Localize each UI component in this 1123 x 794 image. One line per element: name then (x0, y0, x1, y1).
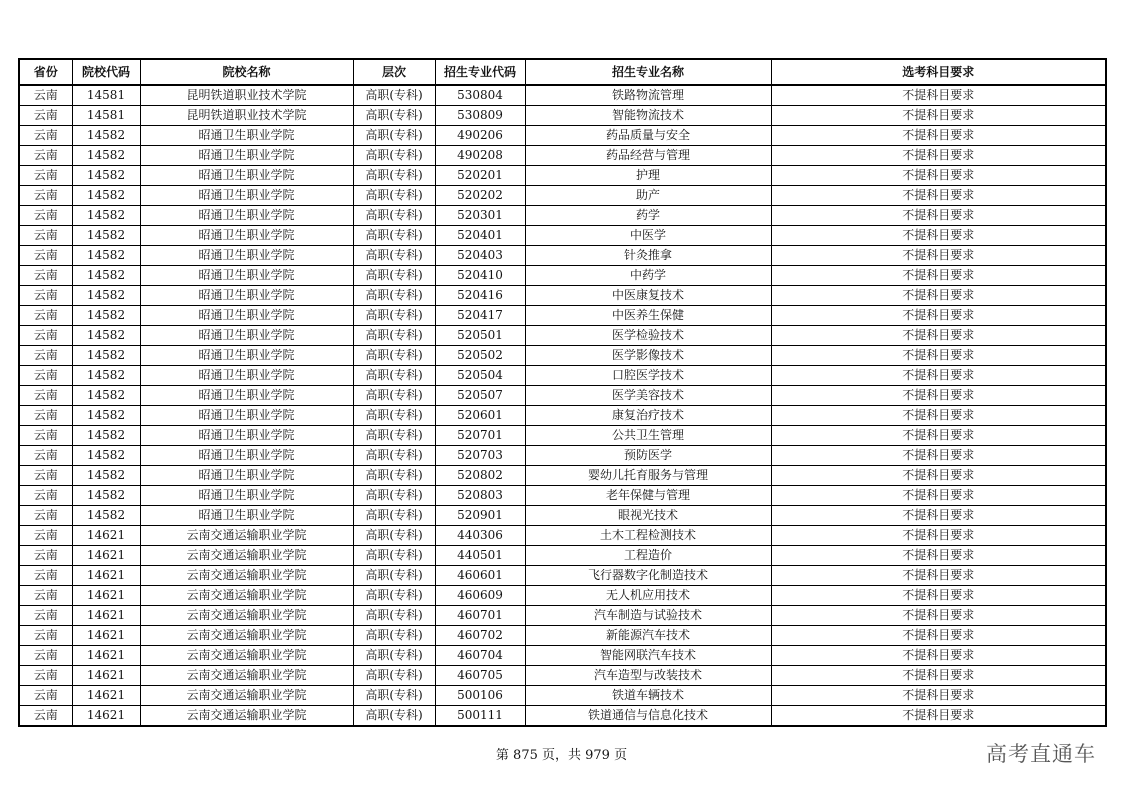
cell-subject-requirement: 不提科目要求 (771, 166, 1106, 186)
table-row (19, 306, 1106, 326)
cell-school-code: 14582 (72, 186, 140, 206)
cell-school-code: 14582 (72, 326, 140, 346)
cell-province: 云南 (19, 106, 72, 126)
cell-major-name: 药品经营与管理 (525, 146, 771, 166)
cell-subject-requirement: 不提科目要求 (771, 366, 1106, 386)
cell-province: 云南 (19, 306, 72, 326)
cell-school-code: 14621 (72, 706, 140, 727)
cell-level: 高职(专科) (353, 526, 435, 546)
cell-major-code: 520417 (435, 306, 525, 326)
header-province: 省份 (19, 59, 72, 85)
cell-school-name: 云南交通运输职业学院 (140, 666, 353, 686)
header-row (19, 59, 1106, 85)
cell-subject-requirement: 不提科目要求 (771, 146, 1106, 166)
cell-school-name: 昭通卫生职业学院 (140, 386, 353, 406)
cell-school-name: 云南交通运输职业学院 (140, 646, 353, 666)
enrollment-table (18, 58, 1107, 727)
cell-school-code: 14582 (72, 286, 140, 306)
cell-school-name: 昭通卫生职业学院 (140, 506, 353, 526)
table-row (19, 526, 1106, 546)
cell-school-name: 云南交通运输职业学院 (140, 606, 353, 626)
cell-level: 高职(专科) (353, 406, 435, 426)
cell-subject-requirement: 不提科目要求 (771, 566, 1106, 586)
cell-subject-requirement: 不提科目要求 (771, 606, 1106, 626)
cell-school-code: 14581 (72, 85, 140, 106)
cell-school-code: 14582 (72, 466, 140, 486)
cell-major-name: 护理 (525, 166, 771, 186)
cell-school-name: 昭通卫生职业学院 (140, 406, 353, 426)
cell-school-name: 昭通卫生职业学院 (140, 266, 353, 286)
cell-major-name: 医学影像技术 (525, 346, 771, 366)
cell-school-name: 昭通卫生职业学院 (140, 366, 353, 386)
cell-school-code: 14582 (72, 366, 140, 386)
cell-school-name: 昭通卫生职业学院 (140, 286, 353, 306)
cell-major-name: 无人机应用技术 (525, 586, 771, 606)
cell-level: 高职(专科) (353, 706, 435, 727)
cell-subject-requirement: 不提科目要求 (771, 406, 1106, 426)
header-major-code: 招生专业代码 (435, 59, 525, 85)
cell-school-name: 昭通卫生职业学院 (140, 186, 353, 206)
cell-school-code: 14621 (72, 586, 140, 606)
header-level: 层次 (353, 59, 435, 85)
cell-school-code: 14621 (72, 666, 140, 686)
cell-province: 云南 (19, 526, 72, 546)
table-row (19, 166, 1106, 186)
cell-major-code: 460704 (435, 646, 525, 666)
cell-level: 高职(专科) (353, 85, 435, 106)
cell-major-code: 520701 (435, 426, 525, 446)
cell-major-name: 眼视光技术 (525, 506, 771, 526)
header-school-code: 院校代码 (72, 59, 140, 85)
table-row (19, 106, 1106, 126)
cell-school-code: 14582 (72, 206, 140, 226)
cell-major-code: 520507 (435, 386, 525, 406)
cell-subject-requirement: 不提科目要求 (771, 646, 1106, 666)
table-row (19, 646, 1106, 666)
cell-province: 云南 (19, 206, 72, 226)
cell-major-name: 医学美容技术 (525, 386, 771, 406)
cell-school-code: 14582 (72, 486, 140, 506)
cell-level: 高职(专科) (353, 106, 435, 126)
cell-major-name: 老年保健与管理 (525, 486, 771, 506)
cell-level: 高职(专科) (353, 286, 435, 306)
table-row (19, 426, 1106, 446)
cell-province: 云南 (19, 486, 72, 506)
cell-subject-requirement: 不提科目要求 (771, 526, 1106, 546)
table-row (19, 666, 1106, 686)
cell-level: 高职(专科) (353, 586, 435, 606)
table-row (19, 406, 1106, 426)
cell-level: 高职(专科) (353, 326, 435, 346)
cell-major-code: 520502 (435, 346, 525, 366)
table-row (19, 706, 1106, 727)
cell-school-code: 14582 (72, 166, 140, 186)
cell-province: 云南 (19, 646, 72, 666)
cell-major-code: 460601 (435, 566, 525, 586)
cell-level: 高职(专科) (353, 386, 435, 406)
cell-major-code: 520703 (435, 446, 525, 466)
table-row (19, 586, 1106, 606)
table-row (19, 606, 1106, 626)
cell-school-name: 昭通卫生职业学院 (140, 226, 353, 246)
cell-subject-requirement: 不提科目要求 (771, 85, 1106, 106)
cell-major-code: 520401 (435, 226, 525, 246)
cell-level: 高职(专科) (353, 626, 435, 646)
cell-subject-requirement: 不提科目要求 (771, 266, 1106, 286)
cell-school-code: 14582 (72, 446, 140, 466)
cell-province: 云南 (19, 446, 72, 466)
cell-major-name: 针灸推拿 (525, 246, 771, 266)
table-row (19, 186, 1106, 206)
cell-province: 云南 (19, 286, 72, 306)
cell-level: 高职(专科) (353, 366, 435, 386)
cell-subject-requirement: 不提科目要求 (771, 286, 1106, 306)
cell-province: 云南 (19, 506, 72, 526)
cell-subject-requirement: 不提科目要求 (771, 586, 1106, 606)
cell-level: 高职(专科) (353, 146, 435, 166)
cell-school-code: 14621 (72, 566, 140, 586)
cell-level: 高职(专科) (353, 686, 435, 706)
cell-subject-requirement: 不提科目要求 (771, 386, 1106, 406)
cell-major-name: 康复治疗技术 (525, 406, 771, 426)
cell-province: 云南 (19, 126, 72, 146)
table-row (19, 146, 1106, 166)
cell-province: 云南 (19, 666, 72, 686)
table-row (19, 386, 1106, 406)
cell-major-code: 520803 (435, 486, 525, 506)
cell-province: 云南 (19, 566, 72, 586)
cell-major-name: 口腔医学技术 (525, 366, 771, 386)
cell-major-code: 520901 (435, 506, 525, 526)
cell-major-code: 500106 (435, 686, 525, 706)
cell-province: 云南 (19, 266, 72, 286)
cell-major-code: 500111 (435, 706, 525, 727)
cell-province: 云南 (19, 186, 72, 206)
cell-major-name: 汽车制造与试验技术 (525, 606, 771, 626)
cell-school-name: 昭通卫生职业学院 (140, 166, 353, 186)
cell-major-name: 中医学 (525, 226, 771, 246)
cell-level: 高职(专科) (353, 306, 435, 326)
cell-province: 云南 (19, 346, 72, 366)
cell-subject-requirement: 不提科目要求 (771, 326, 1106, 346)
cell-major-name: 预防医学 (525, 446, 771, 466)
cell-subject-requirement: 不提科目要求 (771, 486, 1106, 506)
cell-subject-requirement: 不提科目要求 (771, 426, 1106, 446)
cell-subject-requirement: 不提科目要求 (771, 206, 1106, 226)
cell-major-name: 新能源汽车技术 (525, 626, 771, 646)
cell-major-code: 530809 (435, 106, 525, 126)
cell-major-name: 药品质量与安全 (525, 126, 771, 146)
cell-school-name: 云南交通运输职业学院 (140, 546, 353, 566)
cell-major-code: 520802 (435, 466, 525, 486)
cell-province: 云南 (19, 166, 72, 186)
cell-level: 高职(专科) (353, 546, 435, 566)
cell-school-code: 14582 (72, 406, 140, 426)
cell-major-name: 土木工程检测技术 (525, 526, 771, 546)
table-row (19, 446, 1106, 466)
cell-school-name: 昭通卫生职业学院 (140, 146, 353, 166)
cell-school-name: 云南交通运输职业学院 (140, 706, 353, 727)
cell-school-name: 昭通卫生职业学院 (140, 486, 353, 506)
cell-level: 高职(专科) (353, 646, 435, 666)
page-number: 第 875 页，共 979 页 (495, 748, 628, 763)
cell-school-code: 14581 (72, 106, 140, 126)
cell-major-name: 婴幼儿托育服务与管理 (525, 466, 771, 486)
cell-school-name: 昆明铁道职业技术学院 (140, 85, 353, 106)
table-row (19, 466, 1106, 486)
cell-subject-requirement: 不提科目要求 (771, 246, 1106, 266)
cell-province: 云南 (19, 686, 72, 706)
cell-subject-requirement: 不提科目要求 (771, 706, 1106, 727)
cell-school-name: 昆明铁道职业技术学院 (140, 106, 353, 126)
cell-subject-requirement: 不提科目要求 (771, 666, 1106, 686)
watermark: 高考直通车 (986, 742, 1096, 766)
cell-subject-requirement: 不提科目要求 (771, 346, 1106, 366)
cell-school-code: 14582 (72, 266, 140, 286)
cell-level: 高职(专科) (353, 126, 435, 146)
cell-province: 云南 (19, 406, 72, 426)
cell-level: 高职(专科) (353, 426, 435, 446)
cell-school-code: 14582 (72, 426, 140, 446)
cell-province: 云南 (19, 606, 72, 626)
cell-major-name: 铁路物流管理 (525, 85, 771, 106)
cell-level: 高职(专科) (353, 246, 435, 266)
cell-school-name: 昭通卫生职业学院 (140, 466, 353, 486)
cell-school-code: 14621 (72, 606, 140, 626)
cell-major-code: 520416 (435, 286, 525, 306)
cell-level: 高职(专科) (353, 606, 435, 626)
table-row (19, 286, 1106, 306)
table-row (19, 126, 1106, 146)
cell-school-code: 14582 (72, 146, 140, 166)
cell-level: 高职(专科) (353, 266, 435, 286)
cell-province: 云南 (19, 146, 72, 166)
cell-major-name: 中医养生保健 (525, 306, 771, 326)
cell-subject-requirement: 不提科目要求 (771, 446, 1106, 466)
cell-level: 高职(专科) (353, 206, 435, 226)
table-row (19, 85, 1106, 106)
cell-major-code: 520301 (435, 206, 525, 226)
cell-major-code: 520201 (435, 166, 525, 186)
cell-major-name: 汽车造型与改装技术 (525, 666, 771, 686)
cell-major-code: 520403 (435, 246, 525, 266)
cell-subject-requirement: 不提科目要求 (771, 546, 1106, 566)
cell-level: 高职(专科) (353, 466, 435, 486)
cell-school-name: 昭通卫生职业学院 (140, 326, 353, 346)
table-row (19, 206, 1106, 226)
cell-subject-requirement: 不提科目要求 (771, 626, 1106, 646)
cell-school-name: 云南交通运输职业学院 (140, 526, 353, 546)
cell-school-name: 昭通卫生职业学院 (140, 206, 353, 226)
cell-school-code: 14621 (72, 626, 140, 646)
cell-school-code: 14582 (72, 126, 140, 146)
table-row (19, 266, 1106, 286)
cell-school-name: 昭通卫生职业学院 (140, 306, 353, 326)
cell-major-code: 520202 (435, 186, 525, 206)
cell-major-code: 520601 (435, 406, 525, 426)
cell-province: 云南 (19, 366, 72, 386)
cell-school-name: 云南交通运输职业学院 (140, 626, 353, 646)
table-row (19, 506, 1106, 526)
cell-level: 高职(专科) (353, 166, 435, 186)
cell-major-code: 460702 (435, 626, 525, 646)
cell-level: 高职(专科) (353, 506, 435, 526)
cell-province: 云南 (19, 546, 72, 566)
cell-school-code: 14582 (72, 346, 140, 366)
cell-province: 云南 (19, 626, 72, 646)
cell-subject-requirement: 不提科目要求 (771, 186, 1106, 206)
cell-school-code: 14621 (72, 686, 140, 706)
cell-major-code: 520410 (435, 266, 525, 286)
cell-major-name: 助产 (525, 186, 771, 206)
cell-major-code: 530804 (435, 85, 525, 106)
cell-school-name: 昭通卫生职业学院 (140, 446, 353, 466)
cell-level: 高职(专科) (353, 446, 435, 466)
cell-subject-requirement: 不提科目要求 (771, 126, 1106, 146)
table-row (19, 686, 1106, 706)
table-body (19, 85, 1106, 726)
cell-level: 高职(专科) (353, 486, 435, 506)
cell-major-name: 药学 (525, 206, 771, 226)
cell-school-code: 14621 (72, 546, 140, 566)
cell-province: 云南 (19, 466, 72, 486)
cell-province: 云南 (19, 326, 72, 346)
cell-major-code: 440306 (435, 526, 525, 546)
cell-major-code: 460705 (435, 666, 525, 686)
cell-major-code: 520504 (435, 366, 525, 386)
cell-province: 云南 (19, 706, 72, 727)
table-row (19, 486, 1106, 506)
cell-school-code: 14582 (72, 226, 140, 246)
cell-school-name: 昭通卫生职业学院 (140, 126, 353, 146)
cell-school-name: 云南交通运输职业学院 (140, 566, 353, 586)
cell-province: 云南 (19, 586, 72, 606)
cell-major-name: 公共卫生管理 (525, 426, 771, 446)
cell-major-code: 490206 (435, 126, 525, 146)
header-subject-requirement: 选考科目要求 (771, 59, 1106, 85)
cell-major-code: 460701 (435, 606, 525, 626)
cell-level: 高职(专科) (353, 226, 435, 246)
table-row (19, 326, 1106, 346)
cell-subject-requirement: 不提科目要求 (771, 306, 1106, 326)
cell-major-name: 智能网联汽车技术 (525, 646, 771, 666)
table-row (19, 246, 1106, 266)
header-school-name: 院校名称 (140, 59, 353, 85)
cell-school-name: 昭通卫生职业学院 (140, 346, 353, 366)
cell-level: 高职(专科) (353, 566, 435, 586)
cell-level: 高职(专科) (353, 666, 435, 686)
cell-school-code: 14621 (72, 526, 140, 546)
cell-school-code: 14582 (72, 506, 140, 526)
cell-school-code: 14621 (72, 646, 140, 666)
cell-province: 云南 (19, 426, 72, 446)
cell-major-code: 460609 (435, 586, 525, 606)
table-row (19, 566, 1106, 586)
cell-school-name: 昭通卫生职业学院 (140, 246, 353, 266)
cell-major-name: 智能物流技术 (525, 106, 771, 126)
cell-major-name: 铁道通信与信息化技术 (525, 706, 771, 727)
table-row (19, 366, 1106, 386)
cell-major-name: 中药学 (525, 266, 771, 286)
cell-major-name: 中医康复技术 (525, 286, 771, 306)
cell-major-code: 440501 (435, 546, 525, 566)
table-row (19, 226, 1106, 246)
cell-major-name: 医学检验技术 (525, 326, 771, 346)
header-major-name: 招生专业名称 (525, 59, 771, 85)
cell-school-name: 云南交通运输职业学院 (140, 686, 353, 706)
cell-school-code: 14582 (72, 246, 140, 266)
cell-subject-requirement: 不提科目要求 (771, 506, 1106, 526)
cell-subject-requirement: 不提科目要求 (771, 106, 1106, 126)
cell-subject-requirement: 不提科目要求 (771, 226, 1106, 246)
cell-province: 云南 (19, 85, 72, 106)
table-row (19, 626, 1106, 646)
cell-school-name: 昭通卫生职业学院 (140, 426, 353, 446)
table-row (19, 346, 1106, 366)
cell-level: 高职(专科) (353, 186, 435, 206)
cell-major-name: 飞行器数字化制造技术 (525, 566, 771, 586)
cell-subject-requirement: 不提科目要求 (771, 686, 1106, 706)
cell-province: 云南 (19, 246, 72, 266)
cell-school-code: 14582 (72, 306, 140, 326)
cell-school-code: 14582 (72, 386, 140, 406)
cell-major-name: 工程造价 (525, 546, 771, 566)
table-row (19, 546, 1106, 566)
cell-subject-requirement: 不提科目要求 (771, 466, 1106, 486)
cell-major-name: 铁道车辆技术 (525, 686, 771, 706)
cell-major-code: 490208 (435, 146, 525, 166)
cell-school-name: 云南交通运输职业学院 (140, 586, 353, 606)
cell-level: 高职(专科) (353, 346, 435, 366)
cell-major-code: 520501 (435, 326, 525, 346)
cell-province: 云南 (19, 386, 72, 406)
cell-province: 云南 (19, 226, 72, 246)
